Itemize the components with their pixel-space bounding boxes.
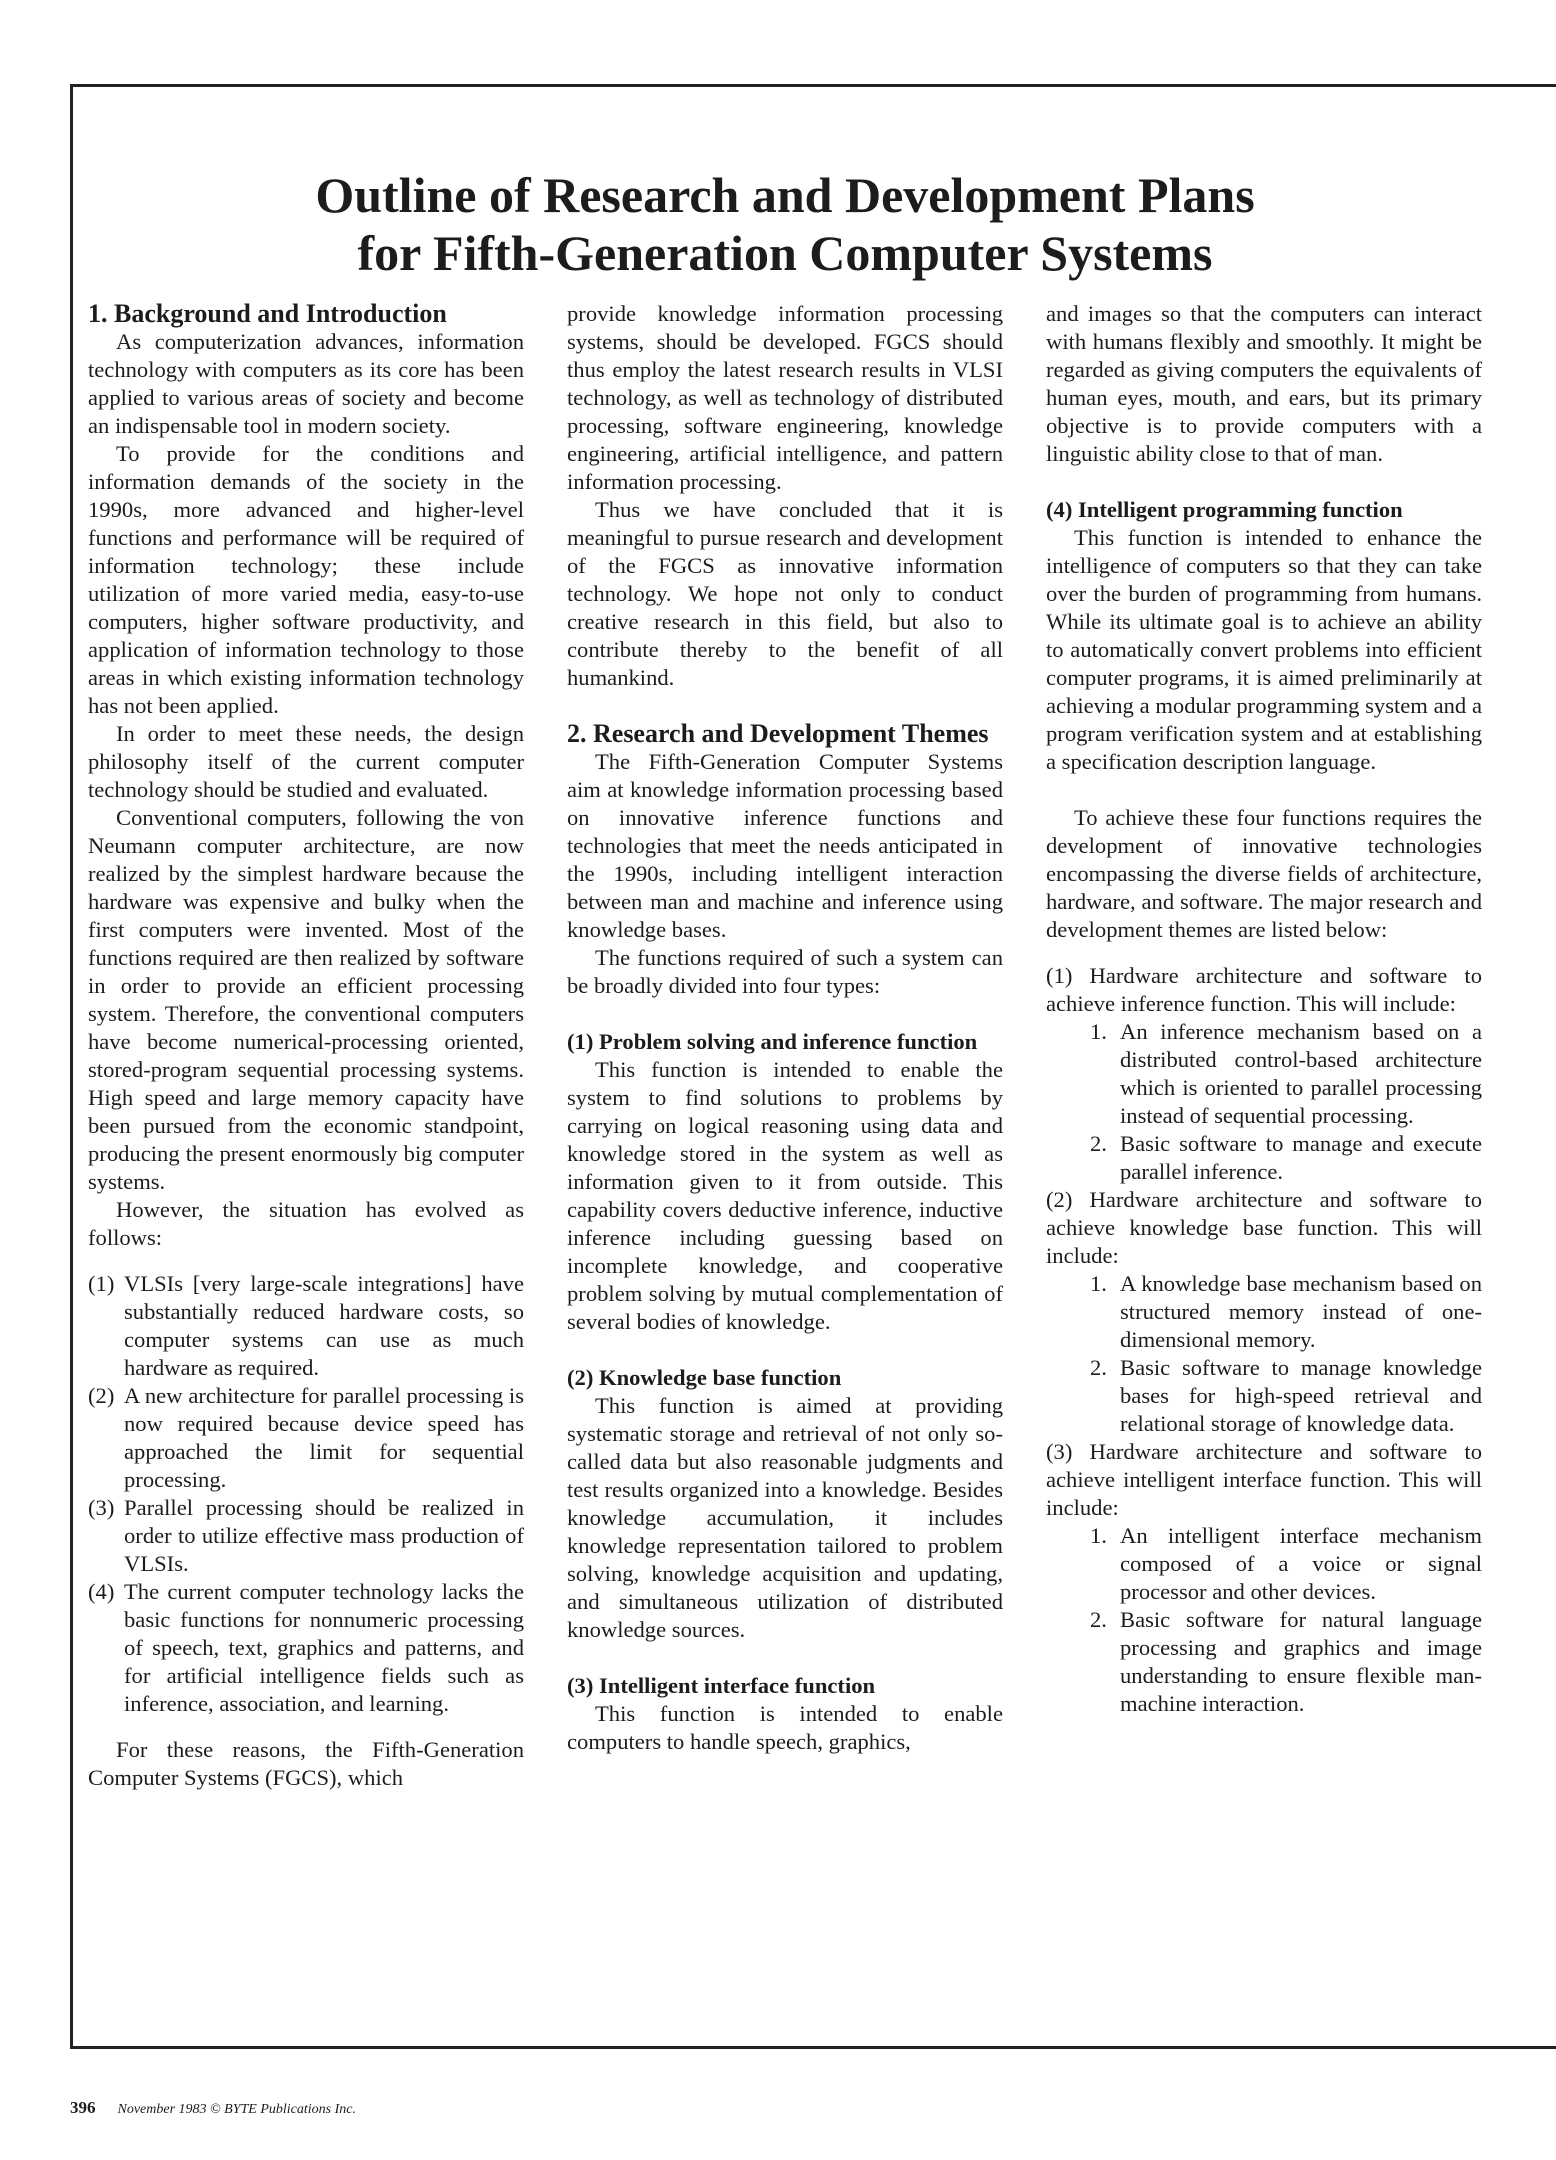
list-item: (1) VLSIs [very large-scale integrations] have substantially reduced hardware costs, so computer systems can use as much hardware as required.: [88, 1271, 524, 1380]
theme-intro: (1) Hardware architecture and software to achieve inference function. This will include:: [1046, 963, 1482, 1016]
paragraph: To achieve these four functions requires the development of innovative technologies encompassing the diverse fields of architecture, hardware, and software. The major research and development themes are listed below:: [1046, 805, 1482, 942]
text-column-3: [1046, 300, 1482, 1718]
article-title-line2: for Fifth-Generation Computer Systems: [357, 225, 1213, 281]
subheading-intelligent-interface: (3) Intelligent interface function: [567, 1673, 876, 1698]
paragraph: Conventional computers, following the von Neumann computer architecture, are now realized by the simplest hardware because the hardware was expensive and bulky when the first computers were invented. Most of the functions required are then realized by software in order to provide an efficient processing system. Therefore, the conventional computers have become numerical-processing oriented, stored-program sequential processing systems. High speed and large memory capacity have been pursued from the economic standpoint, producing the present enormously big computer systems.: [88, 805, 524, 1194]
list-item: (4) The current computer technology lacks the basic functions for nonnumeric processing of speech, text, graphics and patterns, and for artificial intelligence fields such as inference, association, and learning.: [88, 1579, 524, 1716]
theme-intro: (3) Hardware architecture and software to achieve intelligent interface function. This will include:: [1046, 1439, 1482, 1520]
theme-list: [1046, 1522, 1482, 1718]
theme-list: [1046, 1018, 1482, 1186]
paragraph: This function is intended to enable the system to find solutions to problems by carrying on logical reasoning using data and knowledge stored in the system as well as information given to it from outside. This capability covers deductive inference, inductive inference including guessing based on incomplete knowledge, and cooperative problem solving by mutual complementation of several bodies of knowledge.: [567, 1057, 1003, 1334]
page-frame-left: [70, 84, 73, 2046]
list-item: 2. Basic software for natural language processing and graphics and image understanding to ensure flexible man-machine interaction.: [1090, 1607, 1482, 1716]
paragraph: As computerization advances, information technology with computers as its core has been applied to various areas of society and become an indispensable tool in modern society.: [88, 329, 524, 438]
list-item: 1. An intelligent interface mechanism composed of a voice or signal processor and other devices.: [1090, 1523, 1482, 1604]
paragraph: For these reasons, the Fifth-Generation Computer Systems (FGCS), which: [88, 1737, 524, 1790]
paragraph: To provide for the conditions and information demands of the society in the 1990s, more advanced and higher-level functions and performance will be required of information technology; these include utilization of more varied media, easy-to-use computers, higher software productivity, and application of information technology to those areas in which existing information technology has not been applied.: [88, 441, 524, 718]
page-frame-bottom: [70, 2046, 1556, 2049]
text-column-1: [88, 300, 524, 1792]
section-heading-themes: 2. Research and Development Themes: [567, 719, 989, 748]
page-frame-top: [70, 84, 1556, 87]
text-column-2: [567, 300, 1003, 1756]
section-heading-background: 1. Background and Introduction: [88, 299, 447, 328]
paragraph: The Fifth-Generation Computer Systems aim at knowledge information processing based on innovative inference functions and technologies that meet the needs anticipated in the 1990s, including intelligent interaction between man and machine and inference using knowledge bases.: [567, 749, 1003, 942]
theme-intro: (2) Hardware architecture and software to achieve knowledge base function. This will include:: [1046, 1187, 1482, 1268]
copyright-line: November 1983 © BYTE Publications Inc.: [117, 2102, 356, 2117]
paragraph: and images so that the computers can interact with humans flexibly and smoothly. It might be regarded as giving computers the equivalents of human eyes, mouth, and ears, but its primary objective is to provide computers with a linguistic ability close to that of man.: [1046, 301, 1482, 466]
subheading-knowledge-base: (2) Knowledge base function: [567, 1365, 842, 1390]
article-title: [70, 166, 1500, 282]
theme-list: [1046, 1270, 1482, 1438]
situation-list: [88, 1270, 524, 1718]
list-item: (2) A new architecture for parallel processing is now required because device speed has approached the limit for sequential processing.: [88, 1383, 524, 1492]
subheading-problem-solving: (1) Problem solving and inference function: [567, 1029, 978, 1054]
paragraph: The functions required of such a system can be broadly divided into four types:: [567, 945, 1003, 998]
list-item: 1. An inference mechanism based on a distributed control-based architecture which is oriented to parallel processing instead of sequential processing.: [1090, 1019, 1482, 1128]
paragraph: Thus we have concluded that it is meaningful to pursue research and development of the FGCS as innovative information technology. We hope not only to conduct creative research in this field, but also to contribute thereby to the benefit of all humankind.: [567, 497, 1003, 690]
paragraph: This function is intended to enhance the intelligence of computers so that they can take over the burden of programming from humans. While its ultimate goal is to achieve an ability to automatically convert problems into efficient computer programs, it is aimed preliminarily at achieving a modular programming system and a program verification system and at establishing a specification description language.: [1046, 525, 1482, 774]
paragraph: However, the situation has evolved as follows:: [88, 1197, 524, 1250]
list-item: 2. Basic software to manage knowledge bases for high-speed retrieval and relational storage of knowledge data.: [1090, 1355, 1482, 1436]
paragraph: This function is intended to enable computers to handle speech, graphics,: [567, 1701, 1003, 1754]
paragraph: This function is aimed at providing systematic storage and retrieval of not only so-called data but also reasonable judgments and test results organized into a knowledge. Besides knowledge accumulation, it includes knowledge representation tailored to problem solving, knowledge acquisition and updating, and simultaneous utilization of distributed knowledge sources.: [567, 1393, 1003, 1642]
page-number: 396: [70, 2098, 96, 2117]
list-item: 2. Basic software to manage and execute parallel inference.: [1090, 1131, 1482, 1184]
article-title-line1: Outline of Research and Development Plans: [315, 167, 1255, 223]
list-item: (3) Parallel processing should be realized in order to utilize effective mass production of VLSIs.: [88, 1495, 524, 1576]
paragraph: In order to meet these needs, the design philosophy itself of the current computer technology should be studied and evaluated.: [88, 721, 524, 802]
page-footer: [70, 2098, 356, 2118]
list-item: 1. A knowledge base mechanism based on structured memory instead of one-dimensional memory.: [1090, 1271, 1482, 1352]
paragraph: provide knowledge information processing systems, should be developed. FGCS should thus employ the latest research results in VLSI technology, as well as technology of distributed processing, software engineering, knowledge engineering, artificial intelligence, and pattern information processing.: [567, 301, 1003, 494]
subheading-intelligent-programming: (4) Intelligent programming function: [1046, 497, 1403, 522]
